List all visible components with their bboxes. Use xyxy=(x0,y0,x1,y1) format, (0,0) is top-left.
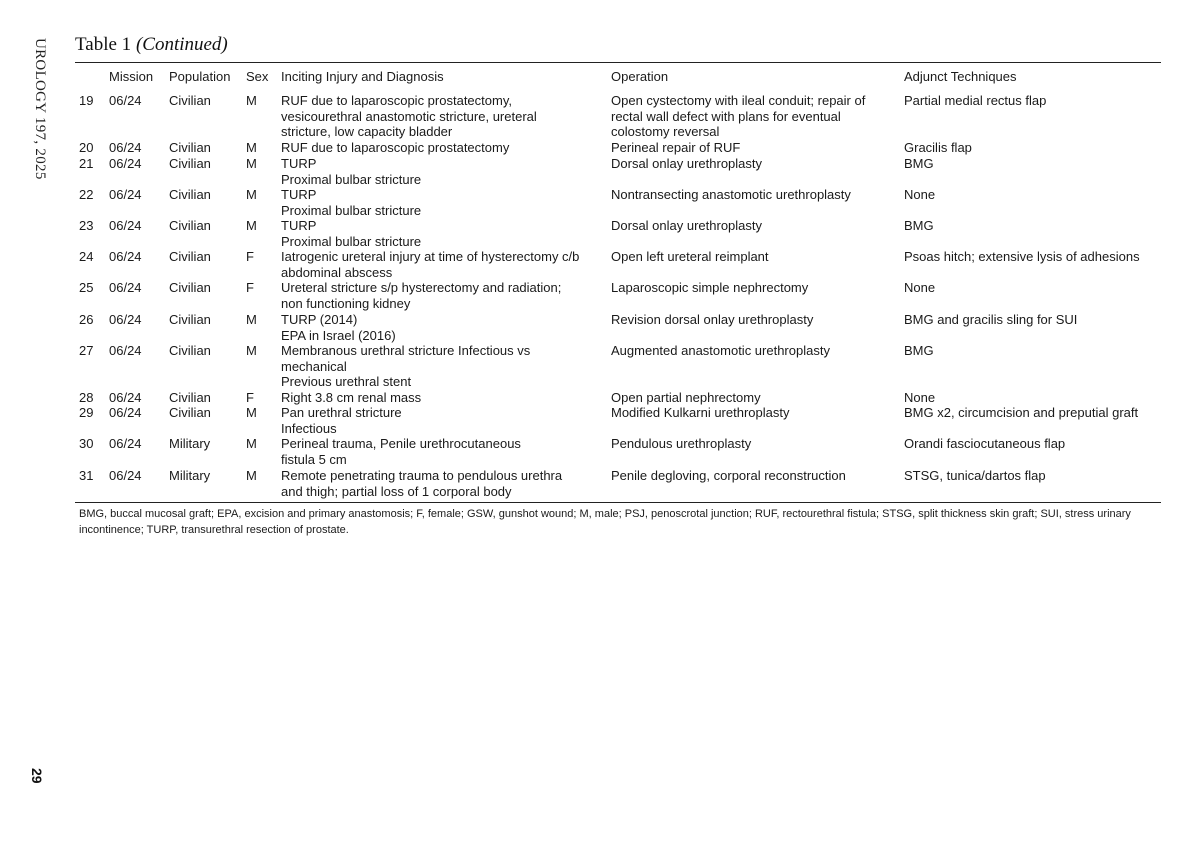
cell-adjunct xyxy=(904,218,934,234)
cell-line: STSG, tunica/dartos flap xyxy=(904,468,1046,483)
table-bottom-rule xyxy=(75,502,1161,503)
cell-mission: 06/24 xyxy=(109,280,142,295)
cell-no: 22 xyxy=(79,187,94,202)
cell-line: Open cystectomy with ileal conduit; repair of xyxy=(611,93,866,108)
cell-no: 19 xyxy=(79,93,94,108)
cell-line: Right 3.8 cm renal mass xyxy=(281,390,422,405)
cell-line: BMG xyxy=(904,343,934,358)
cell-injury xyxy=(281,140,509,156)
cell-line: Nontransecting anastomotic urethroplasty xyxy=(611,187,851,202)
cell-line: mechanical xyxy=(281,358,347,374)
table-row xyxy=(0,187,1200,218)
table-row xyxy=(0,390,1200,406)
cell-line: Pendulous urethroplasty xyxy=(611,436,752,451)
cell-line: None xyxy=(904,187,936,202)
cell-mission: 06/24 xyxy=(109,249,142,264)
cell-line: Partial medial rectus flap xyxy=(904,93,1047,108)
cell-injury xyxy=(281,405,402,436)
cell-no: 20 xyxy=(79,140,94,155)
cell-population: Military xyxy=(169,468,211,483)
cell-line: RUF due to laparoscopic prostatectomy xyxy=(281,140,510,155)
cell-adjunct xyxy=(904,249,1140,265)
cell-no: 25 xyxy=(79,280,94,295)
cell-line: TURP xyxy=(281,156,317,171)
cell-line: BMG and gracilis sling for SUI xyxy=(904,312,1078,327)
cell-line: EPA in Israel (2016) xyxy=(281,327,396,343)
cell-sex: F xyxy=(246,390,254,405)
cell-population: Civilian xyxy=(169,140,211,155)
cell-sex: M xyxy=(246,187,257,202)
cell-sex: F xyxy=(246,249,254,264)
table-row xyxy=(0,280,1200,311)
cell-population: Civilian xyxy=(169,390,211,405)
cell-line: Revision dorsal onlay urethroplasty xyxy=(611,312,814,327)
cell-line: Psoas hitch; extensive lysis of adhesions xyxy=(904,249,1140,264)
cell-mission: 06/24 xyxy=(109,156,142,171)
cell-population: Civilian xyxy=(169,280,211,295)
journal-running-head: UROLOGY 197, 2025 xyxy=(32,38,48,180)
table-row xyxy=(0,468,1200,499)
cell-mission: 06/24 xyxy=(109,140,142,155)
cell-line: Pan urethral stricture xyxy=(281,405,402,420)
cell-injury xyxy=(281,249,579,280)
cell-operation xyxy=(611,280,808,296)
cell-injury xyxy=(281,218,421,249)
cell-line: None xyxy=(904,390,936,405)
cell-line: Penile degloving, corporal reconstruction xyxy=(611,468,846,483)
cell-mission: 06/24 xyxy=(109,405,142,420)
cell-no: 30 xyxy=(79,436,94,451)
table-row xyxy=(0,343,1200,390)
table-row xyxy=(0,436,1200,467)
header-operation: Operation xyxy=(611,69,669,84)
cell-population: Civilian xyxy=(169,218,211,233)
cell-adjunct xyxy=(904,436,1065,452)
cell-adjunct xyxy=(904,93,1046,109)
cell-mission: 06/24 xyxy=(109,187,142,202)
cell-injury xyxy=(281,390,421,406)
cell-operation xyxy=(611,249,769,265)
cell-line: Open partial nephrectomy xyxy=(611,390,761,405)
cell-line: BMG xyxy=(904,156,934,171)
cell-line: rectal wall defect with plans for eventual xyxy=(611,108,841,124)
cell-sex: M xyxy=(246,436,257,451)
cell-sex: M xyxy=(246,405,257,420)
cell-sex: M xyxy=(246,312,257,327)
page-number: 29 xyxy=(29,768,45,784)
table-top-rule xyxy=(75,62,1161,63)
cell-line: Remote penetrating trauma to pendulous urethra xyxy=(281,468,563,483)
cell-line: colostomy reversal xyxy=(611,124,720,140)
cell-mission: 06/24 xyxy=(109,312,142,327)
cell-line: BMG x2, circumcision and preputial graft xyxy=(904,405,1139,420)
cell-no: 24 xyxy=(79,249,94,264)
cell-no: 28 xyxy=(79,390,94,405)
cell-adjunct xyxy=(904,312,1077,328)
cell-mission: 06/24 xyxy=(109,93,142,108)
cell-line: Modified Kulkarni urethroplasty xyxy=(611,405,790,420)
cell-operation xyxy=(611,343,830,359)
cell-injury xyxy=(281,312,396,343)
cell-injury xyxy=(281,156,421,187)
cell-injury xyxy=(281,436,521,467)
cell-no: 29 xyxy=(79,405,94,420)
table-row xyxy=(0,93,1200,140)
cell-sex: M xyxy=(246,468,257,483)
header-population: Population xyxy=(169,69,231,84)
cell-line: Open left ureteral reimplant xyxy=(611,249,769,264)
cell-adjunct xyxy=(904,280,935,296)
cell-no: 27 xyxy=(79,343,94,358)
cell-line: Perineal trauma, Penile urethrocutaneous xyxy=(281,436,521,451)
cell-line: RUF due to laparoscopic prostatectomy, xyxy=(281,93,512,108)
cell-injury xyxy=(281,343,530,390)
cell-adjunct xyxy=(904,390,935,406)
table-row xyxy=(0,140,1200,156)
cell-mission: 06/24 xyxy=(109,468,142,483)
cell-line: Augmented anastomotic urethroplasty xyxy=(611,343,830,358)
cell-adjunct xyxy=(904,405,1138,421)
cell-line: Proximal bulbar stricture xyxy=(281,233,422,249)
cell-operation xyxy=(611,468,846,484)
cell-line: vesicourethral anastomotic stricture, ureteral xyxy=(281,108,537,124)
header-sex: Sex xyxy=(246,69,269,84)
cell-adjunct xyxy=(904,156,934,172)
header-adjunct: Adjunct Techniques xyxy=(904,69,1017,84)
cell-line: non functioning kidney xyxy=(281,295,411,311)
table-row xyxy=(0,156,1200,187)
cell-line: TURP xyxy=(281,218,317,233)
cell-mission: 06/24 xyxy=(109,343,142,358)
table-title xyxy=(75,34,228,56)
cell-adjunct xyxy=(904,343,934,359)
cell-no: 26 xyxy=(79,312,94,327)
cell-sex: F xyxy=(246,280,254,295)
cell-sex: M xyxy=(246,218,257,233)
cell-line: Perineal repair of RUF xyxy=(611,140,741,155)
header-injury: Inciting Injury and Diagnosis xyxy=(281,69,444,84)
cell-population: Civilian xyxy=(169,249,211,264)
cell-line: TURP (2014) xyxy=(281,312,358,327)
cell-line: Proximal bulbar stricture xyxy=(281,171,422,187)
cell-sex: M xyxy=(246,156,257,171)
cell-operation xyxy=(611,436,751,452)
cell-injury xyxy=(281,187,421,218)
cell-population: Civilian xyxy=(169,156,211,171)
cell-line: Dorsal onlay urethroplasty xyxy=(611,218,763,233)
cell-mission: 06/24 xyxy=(109,390,142,405)
cell-operation xyxy=(611,93,865,140)
table-row xyxy=(0,312,1200,343)
cell-adjunct xyxy=(904,140,972,156)
cell-adjunct xyxy=(904,187,935,203)
table-title-main: Table 1 xyxy=(75,34,136,55)
cell-injury xyxy=(281,468,562,499)
cell-operation xyxy=(611,156,762,172)
cell-line: Dorsal onlay urethroplasty xyxy=(611,156,763,171)
cell-population: Civilian xyxy=(169,93,211,108)
table-row xyxy=(0,405,1200,436)
cell-no: 21 xyxy=(79,156,94,171)
cell-line: Orandi fasciocutaneous flap xyxy=(904,436,1066,451)
table-title-continued: (Continued) xyxy=(135,34,228,55)
cell-line: Previous urethral stent xyxy=(281,374,412,390)
cell-population: Civilian xyxy=(169,312,211,327)
cell-mission: 06/24 xyxy=(109,436,142,451)
cell-line: TURP xyxy=(281,187,317,202)
header-mission: Mission xyxy=(109,69,154,84)
table-footnote: BMG, buccal mucosal graft; EPA, excision and primary anastomosis; F, female; GSW, gunshot wound; M, male; PSJ, penoscrotal junction; RUF, rectourethral fistula; STSG, split thickness skin graft; SUI, stress urinary incontinence; TURP, transurethral resection of prostate. xyxy=(79,508,1131,536)
cell-line: stricture, low capacity bladder xyxy=(281,124,453,140)
cell-adjunct xyxy=(904,468,1046,484)
cell-injury xyxy=(281,280,561,311)
cell-line: Infectious xyxy=(281,420,337,436)
cell-line: Proximal bulbar stricture xyxy=(281,202,422,218)
cell-line: abdominal abscess xyxy=(281,264,393,280)
cell-line: Laparoscopic simple nephrectomy xyxy=(611,280,809,295)
cell-operation xyxy=(611,390,761,406)
cell-operation xyxy=(611,218,762,234)
cell-population: Civilian xyxy=(169,405,211,420)
cell-sex: M xyxy=(246,140,257,155)
cell-no: 31 xyxy=(79,468,94,483)
cell-injury xyxy=(281,93,537,140)
cell-line: Gracilis flap xyxy=(904,140,972,155)
cell-line: fistula 5 cm xyxy=(281,451,347,467)
cell-operation xyxy=(611,312,813,328)
cell-operation xyxy=(611,187,851,203)
cell-population: Civilian xyxy=(169,343,211,358)
cell-line: and thigh; partial loss of 1 corporal body xyxy=(281,483,512,499)
cell-mission: 06/24 xyxy=(109,218,142,233)
cell-population: Civilian xyxy=(169,187,211,202)
cell-operation xyxy=(611,405,789,421)
cell-population: Military xyxy=(169,436,211,451)
cell-line: BMG xyxy=(904,218,934,233)
cell-sex: M xyxy=(246,93,257,108)
table-row xyxy=(0,249,1200,280)
cell-operation xyxy=(611,140,740,156)
cell-line: Iatrogenic ureteral injury at time of hysterectomy c/b xyxy=(281,249,580,264)
cell-no: 23 xyxy=(79,218,94,233)
table-row xyxy=(0,218,1200,249)
cell-line: None xyxy=(904,280,936,295)
cell-sex: M xyxy=(246,343,257,358)
cell-line: Ureteral stricture s/p hysterectomy and radiation; xyxy=(281,280,562,295)
cell-line: Membranous urethral stricture Infectious vs xyxy=(281,343,531,358)
